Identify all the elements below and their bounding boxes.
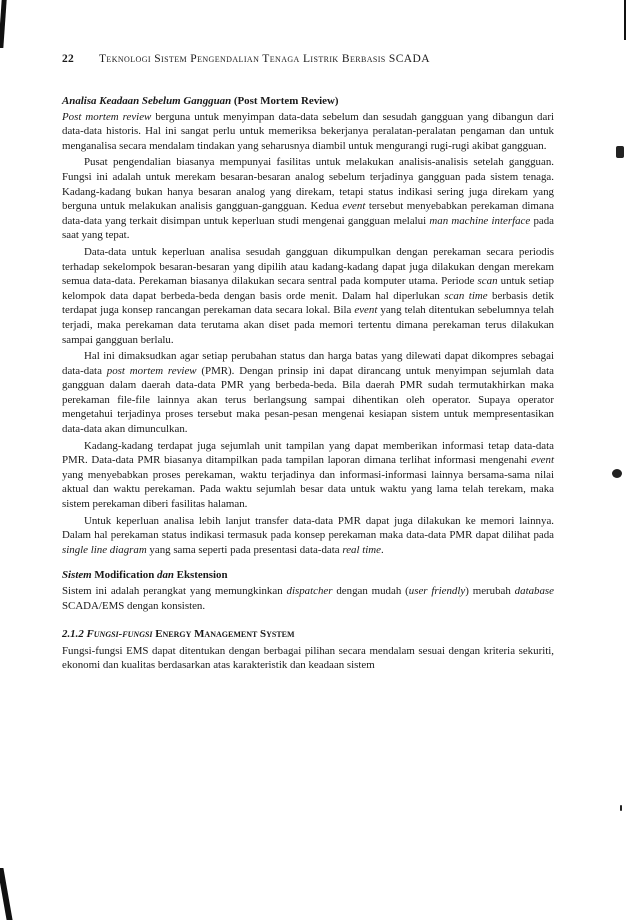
paragraph-1: Post mortem review berguna untuk menyimpan data-data sebelum dan sesudah gangguan yang dibangun dari data-data historis. Hal ini sangat perlu untuk memeriksa bekerjanya peralatan-peralatan pengaman dan untuk menganalisa secara mendalam tindakan yang seharusnya diambil untuk mengurangi rugi-rugi akibat gangguan. [62,110,554,152]
section-heading-post-mortem [62,94,554,109]
section-heading-ems-functions: 2.1.2 Fungsi-fungsi Energy Management System [62,628,295,641]
page-number: 22 [62,53,74,65]
scan-edge-top-right [624,0,626,40]
section-heading-modification: Sistem Modification dan Ekstension [62,569,228,582]
spacer [62,559,554,568]
scan-dot-2 [612,469,622,478]
spacer [62,615,554,627]
scan-dot-3 [620,805,622,811]
paragraph-4: Hal ini dimaksudkan agar setiap perubahan status dan harga batas yang dilewati dapat dikompres sebagai data-data post mortem review (PMR). Dengan prinsip ini dapat dirancang untuk menyimpan sejumlah data gangguan dalam daerah data-data PMR yang berbeda-beda. Bila daerah PMR sudah termutakhirkan maka perekaman file-file lainnya akan terus berlangsung sampai dihentikan oleh operator. Supaya operator mengetahui terjadinya proses tersebut maka pesan-pesan mengenai kesiapan sistem untuk mempresentasikan data-data akan dimunculkan. [62,350,554,436]
paragraph-modification: Sistem ini adalah perangkat yang memungkinkan dispatcher dengan mudah (user friendly) merubah database SCADA/EMS dengan konsisten. [62,585,554,612]
main-content [62,94,554,675]
scan-edge-top-left [0,0,7,48]
scan-dot-1 [616,146,624,158]
heading-rest: (Post Mortem Review) [231,95,339,107]
running-header [62,53,598,65]
section-number: 2.1.2 [62,628,84,641]
scan-edge-bottom-left [0,868,13,920]
running-title: Teknologi Sistem Pengendalian Tenaga Listrik Berbasis SCADA [98,53,430,65]
paragraph-2: Pusat pengendalian biasanya mempunyai fasilitas untuk melakukan analisis-analisis setelah gangguan. Fungsi ini adalah untuk merekam besaran-besaran analog sebelum terjadinya gangguan pada sistem tenaga. Kadang-kadang bukan hanya besaran analog yang direkam, tetapi status indikasi sering juga direkam yang berguna untuk melakukan analisis gangguan-gangguan. Kedua event tersebut menyebabkan perekaman dimana data-data yang terkait disimpan untuk keperluan studi mengenai gangguan melalui man machine interface pada saat yang tepat. [62,156,555,242]
paragraph-5: Kadang-kadang terdapat juga sejumlah unit tampilan yang dapat memberikan informasi tetap data-data PMR. Data-data PMR biasanya ditampilkan pada tampilan laporan dimana terlihat informasi mengenahi event yang menyebabkan proses perekaman, waktu terjadinya dan informasi-informasi lainnya bersama-sama nilai aktual dan waktu perekaman. Pada waktu sejumlah besar data untuk waktu yang lama telah terekam, maka sistem perekaman diberi fasilitas halaman. [62,439,554,511]
paragraph-3: Data-data untuk keperluan analisa sesudah gangguan dikumpulkan dengan perekaman secara periodis terhadap sekelompok besaran-besaran yang dipilih atau kadang-kadang dapat juga dilakukan dengan merekam semua data-data. Perekaman biasanya dilakukan secara sentral pada komputer utama. Periode scan untuk setiap kelompok data dapat berbeda-beda dengan basis orde menit. Dalam hal diperlukan scan time berbasis detik terdapat juga konsep rancangan perekaman data secara lokal. Bila event yang telah ditentukan sebelumnya telah terjadi, maka perekaman data terutama akan diset pada memori tertentu dimana perekaman terus dilakukan sampai gangguan berlalu. [62,245,555,346]
heading-italic: Analisa Keadaan Sebelum Gangguan [62,95,232,107]
paragraph-6: Untuk keperluan analisa lebih lanjut transfer data-data PMR dapat juga dilakukan ke memori lainnya. Dalam hal perekaman status indikasi termasuk pada konsep perekaman maka data-data PMR dapat dilihat pada single line diagram yang sama seperti pada presentasi data-data real time. [62,514,554,556]
paragraph-ems: Fungsi-fungsi EMS dapat ditentukan dengan berbagai pilihan secara mendalam sesuai dengan kriteria sekuriti, ekonomi dan kualitas berdasarkan atas karakteristik dan keadaan sistem [62,644,554,672]
